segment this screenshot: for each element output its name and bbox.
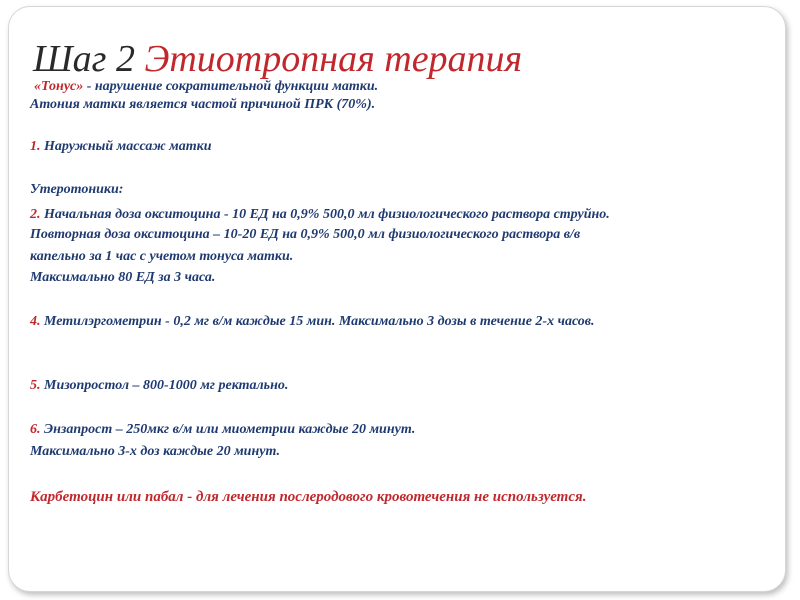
item-4-number: 4. (30, 314, 41, 329)
item-6-number: 6. (30, 422, 41, 437)
item-5-number: 5. (30, 378, 41, 393)
warning-line (30, 488, 587, 506)
warning-text: Карбетоцин или пабал - для лечения послеродового кровотечения не используется (30, 489, 583, 505)
item-1 (30, 138, 212, 156)
item-6 (30, 421, 415, 439)
slide-title (33, 40, 522, 78)
item-1-number: 1. (30, 139, 41, 154)
item-2-number: 2. (30, 207, 41, 222)
intro-line (34, 78, 378, 96)
item-2-line-3: капельно за 1 час с учетом тонуса матки. (30, 249, 294, 264)
item-1-text: Наружный массаж матки (40, 139, 212, 154)
warning-end: . (582, 489, 587, 505)
atony-line: Атония матки является частой причиной ПРК (70%). (30, 97, 376, 112)
uterotonics-label: Утеротоники: (30, 182, 124, 197)
item-2-text: Начальная доза окситоцина - 10 ЕД на 0,9% 500,0 мл физиологического раствора струйно. (40, 207, 610, 222)
intro-rest: - нарушение сократительной функции матки. (83, 79, 379, 94)
item-4 (30, 313, 595, 331)
item-5-text: Мизопростол – 800-1000 мг ректально. (40, 378, 289, 393)
item-2-line-4: Максимально 80 ЕД за 3 часа. (30, 270, 216, 285)
title-step: Шаг 2 (33, 38, 135, 80)
item-5 (30, 377, 288, 395)
item-2-line-2: Повторная доза окситоцина – 10-20 ЕД на 0,9% 500,0 мл физиологического раствора в/в (30, 227, 581, 242)
item-6-line-2: Максимально 3-х доз каждые 20 минут. (30, 444, 281, 459)
intro-lead: «Тонус» (34, 79, 84, 94)
item-2 (30, 206, 610, 224)
item-6-text: Энзапрост – 250мкг в/м или миометрии каждые 20 минут. (40, 422, 416, 437)
title-topic: Этиотропная терапия (144, 38, 523, 80)
item-4-text: Метилэргометрин - 0,2 мг в/м каждые 15 мин. Максимально 3 дозы в течение 2-х часов. (40, 314, 595, 329)
